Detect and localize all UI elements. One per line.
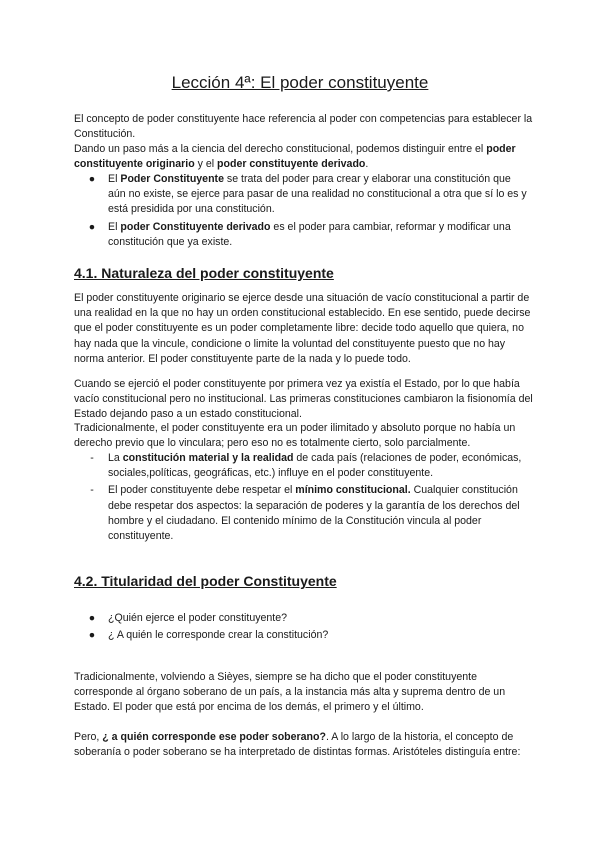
- bullet-text-pre: El: [108, 173, 121, 185]
- list-item: [90, 451, 528, 481]
- intro-p2-text-a: Dando un paso más a la ciencia del derecho constitucional, podemos distinguir entre el: [74, 143, 487, 155]
- intro-p2-text-e: .: [365, 158, 369, 171]
- s41-dash-list: [90, 451, 528, 546]
- dash-text-bold: constitución material y la realidad: [122, 452, 294, 464]
- question-text: ¿ A quién le corresponde crear la constitución?: [108, 629, 329, 642]
- bullet-text-post: se trata del poder para crear y elaborar una constitución que aún no existe, se ejerce para pasar de una realidad no constitucional a otra que sí lo es y está presidida por una constitución.: [108, 173, 527, 216]
- s42-paragraph-1: Tradicionalmente, volviendo a Sièyes, siempre se ha dicho que el poder constituyente corresponde al órgano soberano de un país, a la instancia más alta y suprema dentro de un Estado. El poder que está por encima de los demás, el primero y el último.: [74, 671, 506, 714]
- list-item: [88, 172, 528, 218]
- list-item: [88, 611, 528, 626]
- s42-p2-bold-question: ¿ a quién corresponde ese poder soberano?: [102, 731, 326, 743]
- s41-paragraph-3: Tradicionalmente, el poder constituyente era un poder ilimitado y absoluto porque no había un derecho previo que lo vinculara; pero eso no es totalmente cierto, solo parcialmente.: [74, 422, 516, 450]
- bullet-icon: ●: [88, 629, 96, 642]
- list-item: [90, 483, 528, 544]
- intro-p2-bold-originario: poder constituyente originario: [74, 143, 516, 171]
- s41-paragraph-2: Cuando se ejerció el poder constituyente por primera vez ya existía el Estado, por lo que había vacío constitucional pero no institucional. Las primeras constituciones cambiaron la fisionomía del Estado dejando paso a un estado constitucional.: [74, 378, 533, 421]
- page-title: Lección 4ª: El poder constituyente: [171, 73, 429, 92]
- section-heading-4-2: 4.2. Titularidad del poder Constituyente: [74, 573, 337, 589]
- s41-paragraph-1: El poder constituyente originario se ejerce desde una situación de vacío constitucional a partir de una realidad en la que no hay un orden constitucional establecido. En ese sentido, puede decirse que el poder constituyente es un poder completamente libre: decide todo aquello que quiera, no hay nada que la vincule, condicione o limite la voluntad del constituyente puesto que no hay norma anterior. El poder constituyente parte de la nada y lo puede todo.: [74, 292, 531, 365]
- intro-paragraph-1: El concepto de poder constituyente hace referencia al poder con competencias para establecer la Constitución.: [74, 113, 533, 141]
- list-item: [88, 220, 528, 250]
- intro-paragraph-2: [74, 142, 534, 172]
- bullet-icon: ●: [88, 220, 96, 233]
- bullet-icon: ●: [88, 612, 96, 624]
- question-text: ¿Quién ejerce el poder constituyente?: [108, 612, 288, 624]
- intro-p2-bold-derivado: poder constituyente derivado: [217, 158, 366, 171]
- bullet-text-bold: poder Constituyente derivado: [120, 220, 271, 233]
- s42-p2-text-a: Pero,: [74, 731, 103, 743]
- dash-text-post: de cada país (relaciones de poder, económicas, sociales,políticas, geográficas, etc.) influye en el poder constituyente.: [108, 452, 522, 480]
- bullet-text-bold: Poder Constituyente: [120, 173, 224, 185]
- bullet-icon: ●: [88, 173, 96, 185]
- dash-text-post: Cualquier constitución debe respetar dos aspectos: la separación de poderes y la garantía de los derechos del hombre y el ciudadano. El contenido mínimo de la Constitución vincula al poder constituyente.: [108, 484, 520, 543]
- s42-question-list: [88, 611, 528, 645]
- bullet-text-pre: El: [108, 220, 121, 233]
- dash-text-pre: El poder constituyente debe respetar el: [108, 484, 296, 497]
- s42-paragraph-2: [74, 730, 534, 760]
- s42-p2-text-c: . A lo largo de la historia, el concepto de soberanía o poder soberano se ha interpretado de distintas formas. Aristóteles distinguía entre:: [74, 731, 521, 759]
- section-heading-4-1: 4.1. Naturaleza del poder constituyente: [74, 265, 334, 281]
- dash-icon: -: [90, 452, 94, 464]
- intro-p2-text-c: y el: [194, 158, 218, 171]
- dash-text-pre: La: [108, 452, 123, 464]
- dash-text-bold: mínimo constitucional.: [295, 484, 411, 497]
- intro-bullet-list: [88, 172, 528, 252]
- list-item: [88, 628, 528, 643]
- dash-icon: -: [90, 484, 94, 497]
- bullet-text-post: es el poder para cambiar, reformar y modificar una constitución que ya existe.: [108, 220, 511, 248]
